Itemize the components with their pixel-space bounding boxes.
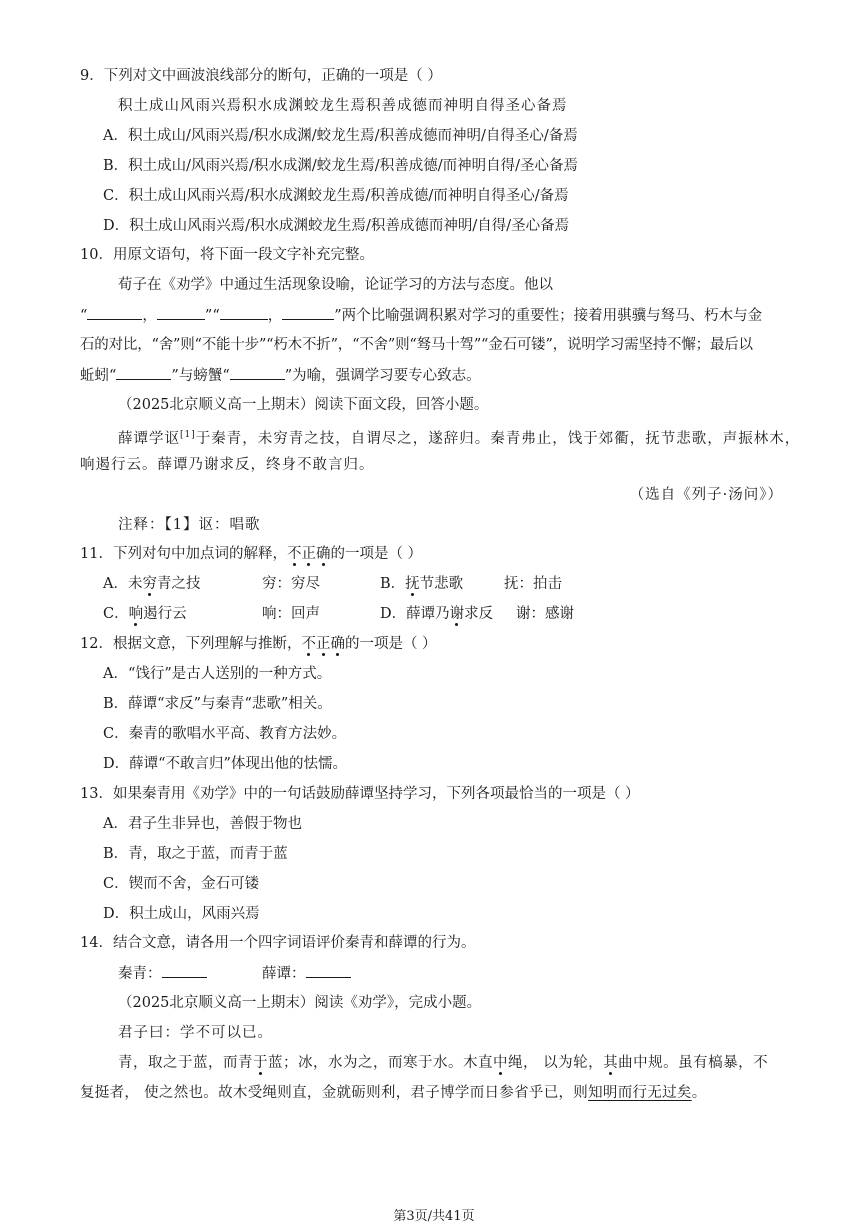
passage2-line1: 君子曰：学不可以已。	[118, 1025, 273, 1041]
q13-stem: 13．如果秦青用《劝学》中的一句话鼓励薛谭坚持学习，下列各项最恰当的一项是（ ）	[80, 786, 640, 802]
q11-stem-text: 11．下列对句中加点词的解释，	[80, 546, 287, 562]
underlined-sentence: 知明而行无过矣	[588, 1085, 692, 1101]
q10-line2	[80, 305, 762, 326]
option-text: C．	[103, 606, 129, 622]
dotted-word: 中	[493, 1055, 508, 1071]
q11-option-c-definition: 响：回声	[262, 606, 320, 622]
fill-blank[interactable]	[157, 305, 205, 320]
q14-answer-qinqing	[118, 963, 207, 984]
emphasis-dot-char: 确	[315, 546, 331, 562]
option-text: A．未	[103, 576, 143, 592]
fill-blank[interactable]	[87, 305, 142, 320]
passage-text: 薛谭学讴	[118, 430, 180, 447]
fill-blank[interactable]	[282, 305, 334, 320]
q12-stem-text: 的一项是（ ）	[344, 636, 437, 652]
q10-line1: 荀子在《劝学》中通过生活现象设喻，论证学习的方法与态度。他以	[118, 277, 553, 293]
passage-text: 曲中规。虽有槁暴，不	[618, 1055, 769, 1071]
q11-option-c	[103, 604, 187, 624]
dotted-word: 于	[253, 1055, 268, 1071]
q11-stem-text: 的一项是（ ）	[330, 546, 423, 562]
passage1-source: （2025北京顺义高一上期末）阅读下面文段，回答小题。	[118, 397, 489, 413]
q10-text: ，	[267, 308, 283, 324]
passage-text: 于秦青，未穷青之技，自谓尽之，遂辞归。秦青弗止，饯于郊衢，抚节悲歌，声振林木，	[195, 430, 801, 447]
answer-label: 薛谭：	[262, 966, 306, 982]
q12-stem-text: 12．根据文意，下列理解与推断，	[80, 636, 302, 652]
q12-option-d: D．薛谭“不敢言归”体现出他的怯懦。	[103, 756, 347, 772]
q12-option-a: A．“饯行”是古人送别的一种方式。	[103, 666, 332, 682]
q10-text: 蚯蚓“	[80, 368, 117, 384]
fill-blank[interactable]	[220, 305, 268, 320]
emphasis-dot-char: 不	[301, 636, 316, 652]
q10-text: “	[80, 308, 88, 324]
footnote-marker: [1]	[180, 430, 196, 440]
answer-blank[interactable]	[306, 963, 351, 978]
q13-option-d: D．积土成山，风雨兴焉	[103, 906, 260, 922]
fill-blank[interactable]	[116, 365, 171, 380]
answer-blank[interactable]	[162, 963, 207, 978]
q13-option-c: C．锲而不舍，金石可镂	[103, 876, 260, 892]
q11-option-a	[103, 574, 200, 594]
option-text: D．薛谭乃	[380, 606, 450, 622]
answer-label: 秦青：	[118, 966, 162, 982]
dotted-word: 谢	[449, 606, 465, 622]
dotted-word: 抚	[405, 576, 420, 592]
q9-option-a: A．积土成山/风雨兴焉/积水成渊/蛟龙生焉/积善成德而神明/自得圣心/备焉	[103, 128, 578, 144]
q13-option-b: B．青，取之于蓝，而青于蓝	[103, 846, 288, 862]
option-text: 青之技	[156, 576, 201, 592]
passage1-line1	[118, 425, 800, 449]
emphasis-dot-char: 不	[286, 546, 302, 562]
q10-line4	[80, 365, 481, 386]
q11-stem	[80, 544, 422, 564]
q10-text: ”两个比喻强调积累对学习的重要性；接着用骐骥与驽马、朽木与金	[334, 308, 763, 324]
passage2-source: （2025北京顺义高一上期末）阅读《劝学》，完成小题。	[118, 995, 482, 1011]
q10-line3: 石的对比，“舍”则“不能十步”“朽木不折”，“不舍”则“驽马十驾”“金石可镂”，说明学习需坚持不懈；最后以	[80, 337, 753, 353]
dotted-word: 其	[603, 1055, 619, 1071]
q14-answer-xuetan	[262, 963, 351, 984]
passage2-line2	[118, 1053, 768, 1073]
q10-text: ，	[142, 308, 157, 324]
q10-text: ”为喻，强调学习要专心致志。	[284, 368, 481, 384]
option-text: 求反	[464, 606, 494, 622]
q11-option-d-definition: 谢：感谢	[516, 606, 574, 622]
passage1-line2: 响遏行云。薛谭乃谢求反，终身不敢言归。	[80, 457, 375, 473]
q12-option-c: C．秦青的歌唱水平高、教育方法妙。	[103, 726, 347, 742]
option-text: B．	[380, 576, 406, 592]
passage-text: 绳， 以为轮，	[508, 1055, 604, 1071]
passage-text: 青，取之于蓝，而青	[118, 1055, 253, 1071]
q9-option-d: D．积土成山风雨兴焉/积水成渊蛟龙生焉/积善成德而神明/自得/圣心备焉	[103, 218, 570, 234]
q9-passage: 积土成山风雨兴焉积水成渊蛟龙生焉积善成德而神明自得圣心备焉	[118, 98, 568, 114]
fill-blank[interactable]	[230, 365, 285, 380]
option-text: 遏行云	[143, 606, 187, 622]
q12-stem	[80, 634, 437, 654]
passage-text: 蓝；冰，水为之，而寒于水。木直	[268, 1055, 493, 1071]
q10-text: ”与螃蟹“	[171, 368, 230, 384]
q13-option-a: A．君子生非异也，善假于物也	[103, 816, 302, 832]
q11-option-b-definition: 抚：拍击	[504, 576, 562, 592]
q10-text: ”“	[204, 308, 220, 324]
emphasis-dot-char: 正	[301, 546, 316, 562]
emphasis-dot-char: 确	[330, 636, 345, 652]
q10-stem: 10．用原文语句，将下面一段文字补充完整。	[80, 247, 374, 263]
q11-option-d	[380, 604, 493, 624]
passage-text: 复挺者， 使之然也。故木受绳则直，金就砺则利，君子博学而日参省乎已，则	[80, 1085, 589, 1101]
q9-option-b: B．积土成山/风雨兴焉/积水成渊/蛟龙生焉/积善成德/而神明自得/圣心备焉	[103, 158, 578, 174]
dotted-word: 响	[128, 606, 144, 622]
page-number: 第3页/共41页	[393, 1209, 475, 1224]
passage1-citation: （选自《列子·汤问》）	[629, 487, 783, 503]
q9-option-c: C．积土成山风雨兴焉/积水成渊蛟龙生焉/积善成德/而神明自得圣心/备焉	[103, 188, 569, 204]
q9-stem: 9．下列对文中画波浪线部分的断句，正确的一项是（ ）	[80, 68, 442, 84]
dotted-word: 穷	[142, 576, 157, 592]
passage1-note: 注释：【1】讴：唱歌	[118, 517, 261, 533]
q12-option-b: B．薛谭“求反”与秦青“悲歌”相关。	[103, 696, 332, 712]
option-text: 节悲歌	[419, 576, 464, 592]
q11-option-a-definition: 穷：穷尽	[262, 576, 320, 592]
emphasis-dot-char: 正	[315, 636, 331, 652]
passage-text: 。	[691, 1085, 707, 1101]
q14-stem: 14．结合文意，请各用一个四字词语评价秦青和薛谭的行为。	[80, 935, 476, 951]
q11-option-b	[380, 574, 463, 594]
passage2-line3	[80, 1083, 707, 1103]
